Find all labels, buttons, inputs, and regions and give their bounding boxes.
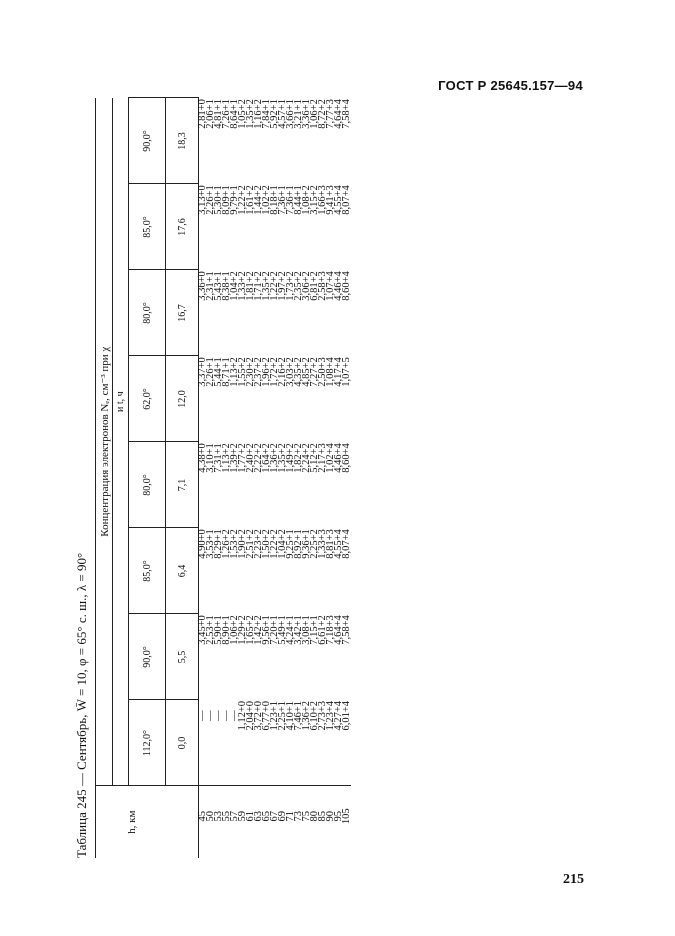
concentration-cell: 8,64+1	[229, 99, 240, 129]
concentration-cell: —	[213, 710, 224, 721]
concentration-cell: 7,77+3	[325, 99, 336, 129]
concentration-cell: 2,17+3	[317, 443, 328, 473]
table-caption: Таблица 245 — Сентябрь, W̄ = 10, φ = 65° с. ш., λ = 90°	[74, 552, 89, 858]
concentration-cell: 7,18+3	[325, 615, 336, 645]
concentration-cell: 1,49+2	[285, 443, 296, 473]
concentration-cell: 2,73+3	[317, 700, 328, 731]
concentration-cell: 5,43+1	[213, 271, 224, 301]
concentration-cell: 4,64+4	[333, 615, 344, 645]
concentration-cell: 4,46+4	[333, 443, 344, 473]
concentration-cell: 1,64+2	[261, 443, 272, 473]
concentration-cell: 1,35+2	[277, 443, 288, 473]
concentration-cell: 2,16+2	[277, 357, 288, 387]
concentration-cell: 1,26+2	[221, 529, 232, 559]
concentration-cell: —	[205, 710, 216, 721]
group-header: Концентрация электронов Nₑ, см⁻³ при χ	[96, 98, 113, 786]
concentration-cell: 2,30+2	[245, 357, 256, 387]
concentration-cell: 1,29+2	[237, 615, 248, 645]
concentration-cell: 1,90+2	[237, 529, 248, 559]
concentration-cell: 1,07+4	[325, 271, 336, 301]
concentration-cell: 8,90+1	[221, 615, 232, 645]
concentration-cell: 1,73+2	[285, 271, 296, 301]
concentration-cell: 4,90+0	[197, 529, 208, 559]
table-row	[343, 98, 351, 858]
concentration-cell: 8,92+1	[293, 529, 304, 559]
height-cell: 90	[327, 786, 335, 858]
concentration-cell: 1,13+2	[229, 357, 240, 387]
concentration-cell: 5,44+1	[213, 357, 224, 387]
concentration-cell: 1,44+2	[253, 185, 264, 215]
concentration-cell: 1,05+2	[237, 99, 248, 129]
concentration-cell: 8,18+1	[269, 185, 280, 215]
concentration-cell: 1,77+2	[237, 443, 248, 473]
height-column-header	[96, 786, 199, 858]
subgroup-header	[113, 98, 129, 786]
height-cell: 57	[231, 786, 239, 858]
concentration-cell: 1,42+2	[253, 615, 264, 645]
concentration-cell: 1,22+2	[269, 529, 280, 559]
concentration-cell: 3,53+1	[205, 529, 216, 559]
concentration-cell: 8,81+3	[325, 529, 336, 559]
concentration-cell: 1,06+2	[309, 99, 320, 129]
concentration-cell: 3,10+1	[205, 443, 216, 473]
concentration-cell: 4,27+4	[333, 700, 344, 731]
concentration-cell: 4,85+2	[301, 357, 312, 387]
concentration-cell: 1,33+2	[237, 271, 248, 301]
concentration-cell: 9,41+3	[325, 185, 336, 215]
concentration-cell: 2,26+1	[205, 185, 216, 215]
height-cell: 63	[255, 786, 263, 858]
concentration-cell: 1,81+2	[245, 271, 256, 301]
concentration-cell: 6,77+0	[261, 700, 272, 731]
concentration-cell: 1,08+4	[325, 357, 336, 387]
concentration-cell: 3,36+0	[197, 271, 208, 301]
concentration-cell: 8,60+4	[341, 271, 352, 301]
concentration-cell: 7,58+4	[341, 99, 352, 129]
concentration-cell: 4,57+1	[277, 99, 288, 129]
concentration-cell: 1,23+4	[325, 700, 336, 731]
concentration-cell: 9,25+1	[285, 529, 296, 559]
concentration-cell: 4,64+4	[333, 99, 344, 129]
concentration-cell: 1,35+2	[245, 99, 256, 129]
concentration-cell: 1,71+2	[253, 271, 264, 301]
height-cell: 65	[263, 786, 271, 858]
concentration-cell: 5,49+1	[277, 615, 288, 645]
concentration-cell: 1,22+2	[237, 185, 248, 215]
concentration-cell: 2,26+1	[205, 357, 216, 387]
concentration-cell: 8,71+1	[221, 357, 232, 387]
concentration-cell: —	[221, 710, 232, 721]
concentration-cell: 1,16+2	[253, 99, 264, 129]
concentration-cell: 4,46+4	[333, 271, 344, 301]
concentration-cell: 4,35+2	[293, 357, 304, 387]
concentration-cell: 8,29+1	[213, 529, 224, 559]
concentration-cell: 3,21+1	[293, 99, 304, 129]
concentration-cell: 1,50+2	[261, 529, 272, 559]
concentration-cell: 2,53+1	[205, 615, 216, 645]
height-cell: 80	[311, 786, 319, 858]
concentration-cell: 2,51+2	[245, 529, 256, 559]
concentration-cell: 6,61+2	[317, 615, 328, 645]
concentration-cell: 2,06+1	[205, 99, 216, 129]
zenith-angle-header: 80,0°	[129, 270, 166, 356]
concentration-cell: 2,40+2	[245, 443, 256, 473]
local-time-header: 5,5	[166, 614, 199, 700]
page-number: 215	[563, 872, 584, 887]
concentration-cell: 3,13+0	[197, 185, 208, 215]
concentration-cell: 1,06+2	[229, 615, 240, 645]
concentration-cell: 4,17+4	[333, 357, 344, 387]
concentration-cell: 2,24+2	[301, 443, 312, 473]
concentration-cell: 8,09+1	[221, 185, 232, 215]
concentration-cell: 2,23+2	[253, 529, 264, 559]
concentration-cell: 3,08+1	[301, 615, 312, 645]
concentration-cell: 3,37+0	[197, 357, 208, 387]
zenith-angle-header: 90,0°	[129, 98, 166, 184]
concentration-cell: 7,27+2	[309, 357, 320, 387]
concentration-cell: 6,81+2	[309, 271, 320, 301]
concentration-cell: 7,20+1	[269, 615, 280, 645]
height-cell: 85	[319, 786, 327, 858]
concentration-cell: 8,07+4	[341, 185, 352, 215]
concentration-cell: 8,38+1	[221, 271, 232, 301]
concentration-cell: 7,84+1	[261, 99, 272, 129]
concentration-cell: 8,60+4	[341, 443, 352, 473]
concentration-cell: 1,36+2	[301, 700, 312, 731]
height-cell: 61	[247, 786, 255, 858]
concentration-cell: 4,55+4	[333, 529, 344, 559]
concentration-cell: 3,06+2	[301, 271, 312, 301]
concentration-cell: 1,82+2	[293, 443, 304, 473]
height-cell: 45	[199, 786, 208, 858]
concentration-cell: —	[197, 710, 208, 721]
concentration-cell: 1,72+2	[269, 357, 280, 387]
height-cell: 55	[223, 786, 231, 858]
concentration-cell: 1,07+5	[341, 357, 352, 387]
concentration-cell: 7,36+1	[277, 185, 288, 215]
height-cell: 95	[335, 786, 343, 858]
concentration-cell: 5,90+1	[213, 615, 224, 645]
concentration-cell: 1,36+2	[269, 443, 280, 473]
concentration-cell: 1,13+2	[221, 443, 232, 473]
local-time-header: 18,3	[166, 98, 199, 184]
concentration-cell: 4,10+1	[285, 700, 296, 731]
concentration-cell: 9,36+1	[301, 529, 312, 559]
concentration-cell: 5,30+1	[213, 185, 224, 215]
concentration-cell: 2,04+0	[245, 700, 256, 731]
concentration-cell: 7,36+1	[285, 185, 296, 215]
concentration-cell: 6,10+2	[309, 700, 320, 731]
concentration-cell: 4,55+4	[333, 185, 344, 215]
concentration-cell: 8,72+2	[317, 99, 328, 129]
electron-concentration-table	[95, 97, 351, 858]
concentration-cell: 1,39+2	[229, 443, 240, 473]
height-cell: 69	[279, 786, 287, 858]
height-cell: 73	[295, 786, 303, 858]
concentration-cell: 9,56+1	[261, 615, 272, 645]
concentration-cell: 4,81+1	[213, 99, 224, 129]
height-column-label: h, км	[126, 810, 138, 834]
concentration-cell: 4,38+0	[197, 443, 208, 473]
zenith-angle-header: 85,0°	[129, 184, 166, 270]
height-cell: 59	[239, 786, 247, 858]
local-time-header: 6,4	[166, 528, 199, 614]
local-time-header: 7,1	[166, 442, 199, 528]
rotated-table-block	[75, 58, 675, 858]
concentration-cell: 3,72+0	[253, 700, 264, 731]
local-time-header: 17,6	[166, 184, 199, 270]
concentration-cell: 3,15+2	[309, 185, 320, 215]
concentration-cell: 2,37+2	[253, 357, 264, 387]
concentration-cell: 8,07+4	[341, 529, 352, 559]
concentration-cell: 3,42+1	[293, 615, 304, 645]
concentration-cell: 1,02+2	[261, 185, 272, 215]
concentration-cell: 2,58+3	[317, 271, 328, 301]
concentration-cell: 1,22+2	[269, 271, 280, 301]
concentration-cell: 2,35+2	[293, 271, 304, 301]
concentration-cell: 5,12+2	[309, 443, 320, 473]
concentration-cell: 1,55+2	[237, 357, 248, 387]
height-cell: 105	[343, 786, 351, 858]
concentration-cell: 2,25+2	[309, 529, 320, 559]
height-cell: 71	[287, 786, 295, 858]
concentration-cell: 2,31+1	[205, 271, 216, 301]
concentration-cell: 1,02+4	[325, 443, 336, 473]
zenith-angle-header: 85,0°	[129, 528, 166, 614]
concentration-cell: 2,81+0	[197, 99, 208, 129]
height-cell: 75	[303, 786, 311, 858]
concentration-cell: 1,53+2	[229, 529, 240, 559]
concentration-cell: 1,35+2	[261, 271, 272, 301]
zenith-angle-header: 90,0°	[129, 614, 166, 700]
local-time-header: 0,0	[166, 700, 199, 786]
concentration-cell: 1,96+2	[261, 357, 272, 387]
concentration-cell: 7,15+1	[309, 615, 320, 645]
concentration-cell: 3,45+0	[197, 615, 208, 645]
page-header: ГОСТ Р 25645.157—94	[438, 78, 583, 93]
concentration-cell: 1,23+1	[269, 700, 280, 731]
concentration-cell: 1,04+2	[277, 529, 288, 559]
subgroup-label: и t, ч	[115, 391, 126, 413]
concentration-cell: 3,66+1	[285, 99, 296, 129]
concentration-cell: 7,58+4	[341, 615, 352, 645]
concentration-cell: 3,03+2	[285, 357, 296, 387]
zenith-angle-header: 80,0°	[129, 442, 166, 528]
concentration-cell: 5,92+1	[269, 99, 280, 129]
concentration-cell: 2,50+3	[317, 357, 328, 387]
local-time-header: 12,0	[166, 356, 199, 442]
concentration-cell: 1,61+2	[245, 185, 256, 215]
concentration-cell: 3,36+1	[301, 99, 312, 129]
concentration-cell: 8,44+1	[293, 185, 304, 215]
height-cell: 50	[207, 786, 215, 858]
concentration-cell: 1,08+2	[301, 185, 312, 215]
concentration-cell: 7,31+1	[213, 443, 224, 473]
concentration-cell: 1,66+3	[317, 185, 328, 215]
zenith-angle-header: 112,0°	[129, 700, 166, 786]
concentration-cell: 7,46+1	[293, 700, 304, 731]
concentration-cell: 1,33+3	[317, 529, 328, 559]
concentration-cell: 9,79+1	[229, 185, 240, 215]
zenith-angle-header: 62,0°	[129, 356, 166, 442]
concentration-cell: 2,22+2	[253, 443, 264, 473]
concentration-cell: 4,24+1	[285, 615, 296, 645]
local-time-header: 16,7	[166, 270, 199, 356]
height-cell: 53	[215, 786, 223, 858]
concentration-cell: 1,04+2	[229, 271, 240, 301]
concentration-cell: —	[229, 710, 240, 721]
concentration-cell: 1,65+2	[245, 615, 256, 645]
concentration-cell: 7,26+1	[221, 99, 232, 129]
concentration-cell: 1,12+0	[237, 700, 248, 731]
concentration-cell: 1,97+2	[277, 271, 288, 301]
height-cell: 67	[271, 786, 279, 858]
concentration-cell: 6,01+4	[341, 700, 352, 731]
concentration-cell: 2,25+1	[277, 700, 288, 731]
